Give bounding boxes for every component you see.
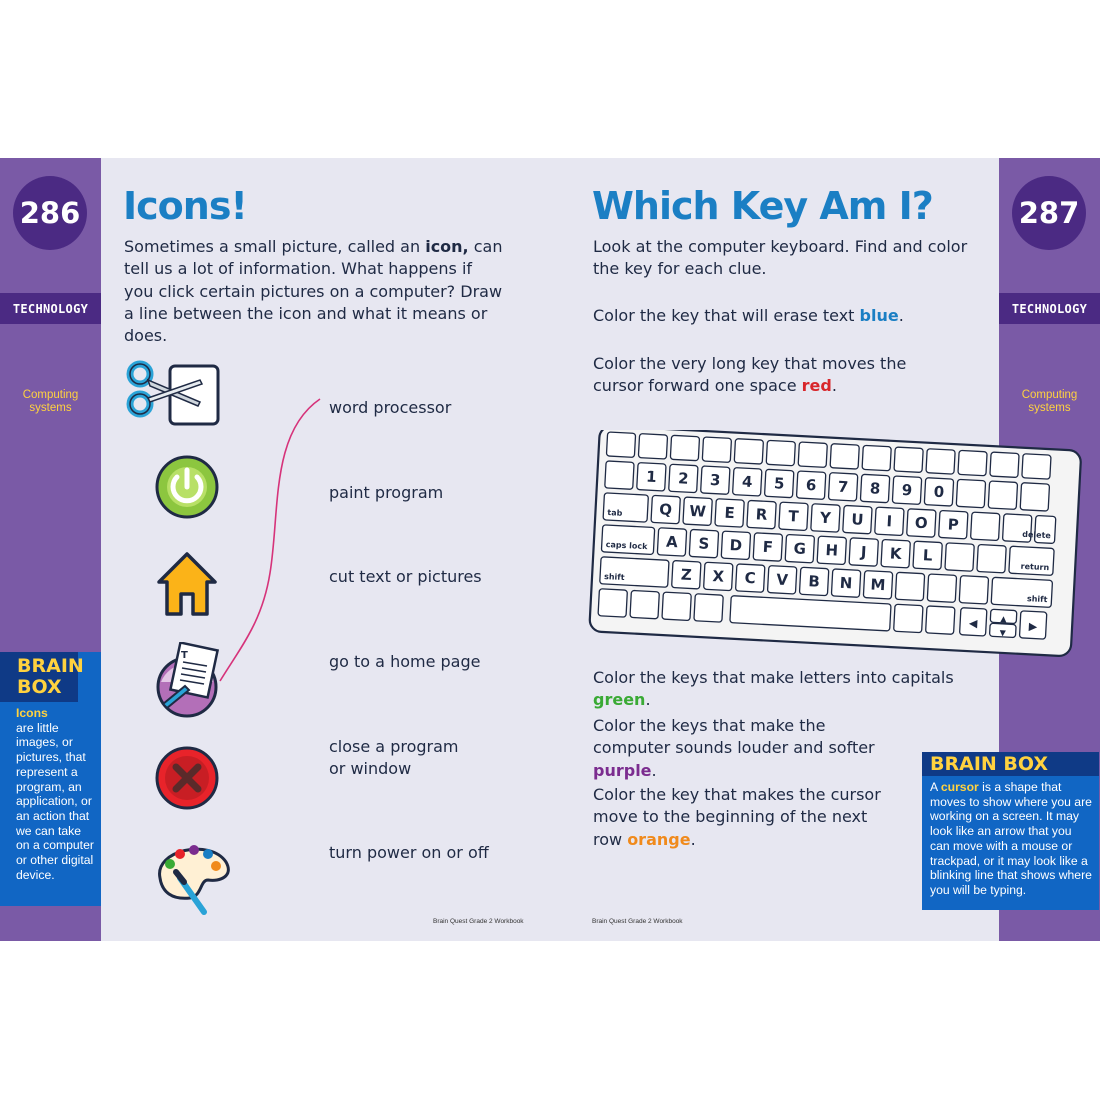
function-key[interactable] [702, 437, 731, 462]
number-key[interactable] [892, 476, 921, 504]
key-label: A [665, 532, 679, 552]
letter-key[interactable] [849, 538, 878, 566]
key-label: C [744, 568, 757, 588]
function-key[interactable] [958, 450, 987, 475]
intro-paragraph-left [124, 236, 504, 347]
return-key[interactable] [1009, 546, 1054, 575]
letter-key[interactable] [843, 505, 872, 533]
key-label: 9 [901, 480, 913, 500]
page-title-right: Which Key Am I? [592, 184, 933, 228]
function-key[interactable] [638, 434, 667, 459]
key-label: 2 [677, 469, 690, 488]
footer-right: Brain Quest Grade 2 Workbook [592, 918, 683, 925]
function-key[interactable] [894, 447, 923, 472]
function-key[interactable] [862, 445, 891, 470]
brain-box-text [922, 776, 1099, 898]
function-key[interactable] [1022, 454, 1051, 479]
function-key[interactable] [926, 449, 955, 474]
brain-box-definition: are little images, or pictures, that represent a program, an application, or an action that we can take on a computer or other digital device. [16, 720, 94, 882]
key-label: ▲ [1000, 614, 1007, 624]
intro-paragraph-right: Look at the computer keyboard. Find and color the key for each clue. [593, 237, 968, 279]
key-label: 3 [709, 470, 721, 490]
punctuation-key[interactable] [945, 543, 974, 571]
shift-key-left[interactable] [600, 557, 669, 588]
footer-left: Brain Quest Grade 2 Workbook [433, 918, 524, 925]
punctuation-key[interactable] [895, 572, 924, 600]
key-label: shift [603, 571, 625, 583]
clue-end: . [651, 760, 657, 780]
label-line: close a program [329, 737, 459, 756]
brain-box-left [0, 652, 101, 906]
arrow-down-key[interactable] [989, 623, 1016, 638]
letter-key[interactable] [672, 561, 701, 589]
key-label: N [839, 573, 853, 593]
section-label-left: TECHNOLOGY [0, 293, 101, 324]
key-label: H [825, 541, 839, 560]
power-icon[interactable] [155, 455, 219, 519]
key-label: U [850, 510, 864, 529]
clue-text: Color the key that makes the cursor move to the beginning of the next row [593, 785, 881, 849]
brain-box-term: Icons [16, 706, 48, 720]
key-label: K [889, 544, 902, 563]
book-spread [0, 158, 1100, 941]
key-label: L [922, 546, 933, 565]
letter-key[interactable] [863, 571, 892, 599]
number-key[interactable] [828, 473, 857, 501]
key-label: ◀ [968, 616, 978, 631]
key-label: Y [819, 508, 832, 528]
clue-volume [593, 715, 903, 782]
letter-key[interactable] [651, 495, 680, 523]
clue-end: . [831, 376, 837, 396]
key-label: J [860, 542, 867, 562]
number-key[interactable] [733, 468, 762, 496]
letter-key[interactable] [736, 564, 765, 592]
key-label: Z [680, 565, 693, 585]
brain-box-definition: is a shape that moves to show where you are working on a screen. It may look like an arrow that you can move with a mouse or trackpad, or it may look like a blinking line that shows where you will be typing. [930, 780, 1092, 897]
label-word-processor: word processor [329, 398, 452, 417]
clue-return [593, 784, 883, 851]
clue-color-word: blue [859, 306, 899, 325]
key-label: ▶ [1028, 619, 1038, 634]
letter-key[interactable] [811, 504, 840, 532]
modifier-key[interactable] [598, 589, 627, 617]
brain-box-term: cursor [940, 780, 979, 794]
letter-key[interactable] [747, 500, 776, 528]
clue-text: Color the keys that make the computer sounds louder and softer [593, 716, 875, 758]
topic-label-right [999, 389, 1100, 415]
key-label: X [711, 567, 725, 586]
home-icon[interactable] [155, 550, 219, 618]
letter-key[interactable] [715, 499, 744, 527]
letter-key[interactable] [689, 529, 718, 557]
label-close-program [329, 736, 458, 780]
key-label: P [947, 515, 960, 534]
page-title-left: Icons! [123, 184, 247, 228]
key-label: tab [607, 508, 623, 518]
bracket-key[interactable] [971, 512, 1000, 540]
symbol-key[interactable] [1020, 483, 1049, 511]
function-key[interactable] [830, 444, 859, 469]
key-label: O [914, 513, 929, 533]
section-label-right: TECHNOLOGY [999, 293, 1100, 324]
key-label: R [755, 505, 768, 524]
clue-color-word: green [593, 690, 646, 710]
key-label: return [1020, 561, 1050, 573]
tab-key[interactable] [603, 493, 648, 522]
function-key[interactable] [734, 439, 763, 464]
page-number-right: 287 [1012, 176, 1086, 250]
arrow-up-key[interactable] [990, 609, 1017, 624]
scissors-cut-icon[interactable] [122, 358, 222, 428]
number-key[interactable] [924, 478, 953, 506]
key-label: E [723, 503, 736, 523]
key-label: delete [1022, 529, 1052, 541]
arrow-right-key[interactable] [1019, 611, 1046, 639]
key-label: 6 [805, 475, 817, 495]
symbol-key[interactable] [988, 481, 1017, 509]
clue-text: Color the keys that make letters into capitals [593, 668, 954, 687]
key-label: S [698, 534, 710, 553]
svg-text:T: T [181, 650, 188, 661]
key-label: I [886, 512, 893, 531]
modifier-key[interactable] [926, 606, 955, 634]
brain-box-title: BRAIN BOX [0, 652, 78, 702]
key-label: G [793, 539, 807, 558]
key-label: shift [1026, 594, 1048, 605]
number-key[interactable] [765, 469, 794, 497]
letter-key[interactable] [683, 497, 712, 525]
topic-label-left [0, 389, 101, 415]
clue-color-word: purple [593, 760, 652, 780]
letter-key[interactable] [785, 534, 814, 562]
letter-key[interactable] [913, 541, 942, 569]
clue-end: . [690, 829, 696, 849]
key-label: 5 [773, 474, 785, 493]
label-power: turn power on or off [329, 843, 489, 862]
letter-key[interactable] [939, 510, 968, 538]
key-label: 0 [933, 482, 945, 502]
letter-key[interactable] [907, 509, 936, 537]
clue-space [593, 353, 953, 398]
paint-palette-icon[interactable] [150, 838, 234, 916]
clue-text: Color the very long key that moves the cursor forward one space [593, 354, 907, 396]
number-key[interactable] [796, 471, 825, 499]
page-number-left: 286 [13, 176, 87, 250]
clue-shift [593, 667, 993, 712]
caps-lock-key[interactable] [601, 525, 654, 555]
modifier-key[interactable] [894, 604, 923, 632]
key-label: 4 [741, 472, 753, 492]
number-key[interactable] [637, 463, 666, 491]
clue-text: Color the key that will erase text [593, 306, 860, 325]
letter-key[interactable] [817, 536, 846, 564]
key-label: T [787, 507, 800, 526]
topic-line: systems [1028, 402, 1071, 414]
letter-key[interactable] [875, 507, 904, 535]
punctuation-key[interactable] [977, 544, 1006, 572]
intro-text: can tell us a lot of information. What happens if you click certain pictures on a computer? Draw a line between the icon and what it means or does. [124, 237, 503, 346]
label-cut-text: cut text or pictures [329, 567, 482, 586]
letter-key[interactable] [753, 533, 782, 561]
punctuation-key[interactable] [927, 574, 956, 602]
brain-box-title: BRAIN BOX [922, 752, 1099, 776]
function-key[interactable] [766, 440, 795, 465]
key-label: D [729, 535, 743, 555]
brain-box-right [922, 752, 1099, 910]
word-processor-icon[interactable] [155, 642, 221, 718]
intro-bold-term: icon, [425, 237, 469, 256]
key-label: V [775, 570, 789, 590]
letter-key[interactable] [779, 502, 808, 530]
letter-key[interactable] [881, 539, 910, 567]
symbol-key[interactable] [605, 461, 634, 489]
number-key[interactable] [860, 474, 889, 502]
number-key[interactable] [669, 464, 698, 492]
letter-key[interactable] [704, 562, 733, 590]
key-label: Q [658, 500, 673, 519]
clue-end: . [645, 690, 651, 710]
label-line: or window [329, 759, 412, 778]
letter-key[interactable] [799, 567, 828, 595]
drawn-matching-line [210, 393, 330, 693]
modifier-key[interactable] [694, 594, 723, 622]
clue-color-word: red [801, 376, 832, 396]
modifier-key[interactable] [662, 592, 691, 620]
key-label: B [807, 572, 821, 591]
clue-color-word: orange [627, 829, 691, 849]
number-key[interactable] [701, 466, 730, 494]
key-label: F [762, 537, 774, 557]
shift-key-right[interactable] [991, 577, 1052, 607]
letter-key[interactable] [767, 566, 796, 594]
punctuation-key[interactable] [959, 576, 988, 604]
key-label: 1 [645, 467, 658, 487]
brain-box-pre: A [930, 780, 941, 794]
letter-key[interactable] [657, 528, 686, 556]
function-key[interactable] [798, 442, 827, 467]
letter-key[interactable] [831, 569, 860, 597]
key-label: W [688, 501, 707, 521]
key-label: caps lock [605, 540, 648, 552]
brain-box-text [0, 702, 101, 882]
key-label: M [870, 575, 886, 595]
label-paint-program: paint program [329, 483, 444, 502]
arrow-left-key[interactable] [960, 608, 987, 636]
function-key[interactable] [606, 432, 635, 457]
key-label: 7 [837, 477, 849, 497]
key-label: ▼ [999, 628, 1006, 638]
topic-line: systems [29, 402, 72, 414]
label-home-page: go to a home page [329, 652, 481, 671]
modifier-key[interactable] [630, 590, 659, 618]
topic-line: Computing [1021, 389, 1078, 401]
computer-keyboard [588, 430, 1082, 662]
key-label: 8 [869, 479, 881, 498]
letter-key[interactable] [721, 531, 750, 559]
topic-line: Computing [22, 389, 79, 401]
function-key[interactable] [670, 435, 699, 460]
close-icon[interactable] [155, 746, 219, 810]
clue-end: . [898, 306, 904, 325]
intro-text: Sometimes a small picture, called an [124, 237, 426, 256]
clue-erase [593, 305, 983, 327]
function-key[interactable] [990, 452, 1019, 477]
symbol-key[interactable] [956, 479, 985, 507]
